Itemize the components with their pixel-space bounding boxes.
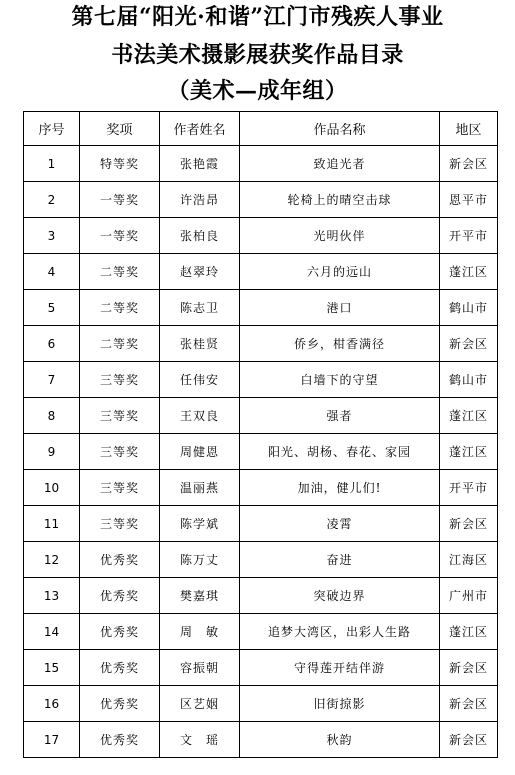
table-header-row bbox=[24, 112, 498, 146]
cell-prize: 一等奖 bbox=[80, 218, 160, 254]
cell-prize: 二等奖 bbox=[80, 290, 160, 326]
title-line-1: 第七届“阳光·和谐”江门市残疾人事业 bbox=[71, 4, 444, 30]
cell-region: 蓬江区 bbox=[440, 254, 498, 290]
table-row bbox=[24, 326, 498, 362]
cell-author: 张艳霞 bbox=[160, 146, 240, 182]
cell-author: 陈学斌 bbox=[160, 506, 240, 542]
table-row bbox=[24, 218, 498, 254]
cell-work: 光明伙伴 bbox=[240, 218, 440, 254]
header-region: 地区 bbox=[440, 112, 498, 146]
cell-no: 13 bbox=[24, 578, 80, 614]
cell-author: 文 瑶 bbox=[160, 722, 240, 758]
table-row bbox=[24, 470, 498, 506]
cell-no: 3 bbox=[24, 218, 80, 254]
cell-author: 周 敏 bbox=[160, 614, 240, 650]
cell-region: 广州市 bbox=[440, 578, 498, 614]
cell-work: 六月的远山 bbox=[240, 254, 440, 290]
cell-author: 陈志卫 bbox=[160, 290, 240, 326]
table-row bbox=[24, 686, 498, 722]
cell-region: 鹤山市 bbox=[440, 362, 498, 398]
cell-prize: 优秀奖 bbox=[80, 686, 160, 722]
table-row bbox=[24, 434, 498, 470]
table-row bbox=[24, 650, 498, 686]
cell-work: 守得莲开结伴游 bbox=[240, 650, 440, 686]
cell-no: 16 bbox=[24, 686, 80, 722]
table-row bbox=[24, 362, 498, 398]
cell-author: 任伟安 bbox=[160, 362, 240, 398]
cell-author: 王双良 bbox=[160, 398, 240, 434]
header-no: 序号 bbox=[24, 112, 80, 146]
cell-region: 蓬江区 bbox=[440, 434, 498, 470]
cell-no: 2 bbox=[24, 182, 80, 218]
cell-region: 江海区 bbox=[440, 542, 498, 578]
cell-work: 侨乡，柑香满径 bbox=[240, 326, 440, 362]
cell-work: 追梦大湾区，出彩人生路 bbox=[240, 614, 440, 650]
cell-no: 8 bbox=[24, 398, 80, 434]
table-row bbox=[24, 506, 498, 542]
cell-prize: 优秀奖 bbox=[80, 614, 160, 650]
cell-author: 周健恩 bbox=[160, 434, 240, 470]
title-line-2: 书法美术摄影展获奖作品目录 bbox=[111, 42, 404, 68]
header-author: 作者姓名 bbox=[160, 112, 240, 146]
cell-prize: 三等奖 bbox=[80, 434, 160, 470]
table-row bbox=[24, 182, 498, 218]
cell-no: 7 bbox=[24, 362, 80, 398]
cell-no: 9 bbox=[24, 434, 80, 470]
cell-region: 开平市 bbox=[440, 218, 498, 254]
cell-prize: 三等奖 bbox=[80, 398, 160, 434]
cell-no: 15 bbox=[24, 650, 80, 686]
cell-prize: 一等奖 bbox=[80, 182, 160, 218]
cell-prize: 优秀奖 bbox=[80, 722, 160, 758]
table-body bbox=[24, 146, 498, 758]
cell-region: 新会区 bbox=[440, 146, 498, 182]
cell-no: 1 bbox=[24, 146, 80, 182]
cell-no: 12 bbox=[24, 542, 80, 578]
cell-region: 新会区 bbox=[440, 722, 498, 758]
cell-author: 容振朝 bbox=[160, 650, 240, 686]
cell-work: 秋韵 bbox=[240, 722, 440, 758]
cell-prize: 特等奖 bbox=[80, 146, 160, 182]
cell-region: 新会区 bbox=[440, 506, 498, 542]
cell-work: 港口 bbox=[240, 290, 440, 326]
table-row bbox=[24, 722, 498, 758]
table-row bbox=[24, 542, 498, 578]
cell-work: 致追光者 bbox=[240, 146, 440, 182]
cell-no: 5 bbox=[24, 290, 80, 326]
cell-author: 樊嘉琪 bbox=[160, 578, 240, 614]
cell-author: 赵翠玲 bbox=[160, 254, 240, 290]
cell-region: 新会区 bbox=[440, 686, 498, 722]
cell-region: 开平市 bbox=[440, 470, 498, 506]
cell-work: 强者 bbox=[240, 398, 440, 434]
cell-prize: 优秀奖 bbox=[80, 542, 160, 578]
cell-prize: 三等奖 bbox=[80, 506, 160, 542]
cell-region: 新会区 bbox=[440, 650, 498, 686]
cell-no: 17 bbox=[24, 722, 80, 758]
table-row bbox=[24, 254, 498, 290]
award-table bbox=[23, 111, 498, 758]
cell-work: 旧街掠影 bbox=[240, 686, 440, 722]
cell-author: 张桂贤 bbox=[160, 326, 240, 362]
header-prize: 奖项 bbox=[80, 112, 160, 146]
cell-work: 突破边界 bbox=[240, 578, 440, 614]
table-row bbox=[24, 290, 498, 326]
table-row bbox=[24, 614, 498, 650]
header-work: 作品名称 bbox=[240, 112, 440, 146]
cell-no: 6 bbox=[24, 326, 80, 362]
cell-prize: 二等奖 bbox=[80, 254, 160, 290]
table-row bbox=[24, 146, 498, 182]
cell-region: 恩平市 bbox=[440, 182, 498, 218]
cell-region: 新会区 bbox=[440, 326, 498, 362]
cell-no: 10 bbox=[24, 470, 80, 506]
cell-prize: 三等奖 bbox=[80, 362, 160, 398]
cell-work: 加油，健儿们! bbox=[240, 470, 440, 506]
cell-author: 张柏良 bbox=[160, 218, 240, 254]
cell-region: 鹤山市 bbox=[440, 290, 498, 326]
cell-no: 11 bbox=[24, 506, 80, 542]
cell-work: 阳光、胡杨、春花、家园 bbox=[240, 434, 440, 470]
cell-region: 蓬江区 bbox=[440, 398, 498, 434]
cell-work: 白墙下的守望 bbox=[240, 362, 440, 398]
cell-region: 蓬江区 bbox=[440, 614, 498, 650]
table-row bbox=[24, 398, 498, 434]
cell-work: 轮椅上的晴空击球 bbox=[240, 182, 440, 218]
cell-author: 许浩昂 bbox=[160, 182, 240, 218]
cell-no: 4 bbox=[24, 254, 80, 290]
table-row bbox=[24, 578, 498, 614]
cell-prize: 二等奖 bbox=[80, 326, 160, 362]
cell-prize: 优秀奖 bbox=[80, 650, 160, 686]
cell-work: 凌霄 bbox=[240, 506, 440, 542]
cell-prize: 三等奖 bbox=[80, 470, 160, 506]
cell-no: 14 bbox=[24, 614, 80, 650]
cell-work: 奋进 bbox=[240, 542, 440, 578]
cell-author: 温丽燕 bbox=[160, 470, 240, 506]
cell-author: 区艺姻 bbox=[160, 686, 240, 722]
cell-author: 陈万丈 bbox=[160, 542, 240, 578]
title-line-3: （美术—成年组） bbox=[167, 78, 348, 104]
cell-prize: 优秀奖 bbox=[80, 578, 160, 614]
